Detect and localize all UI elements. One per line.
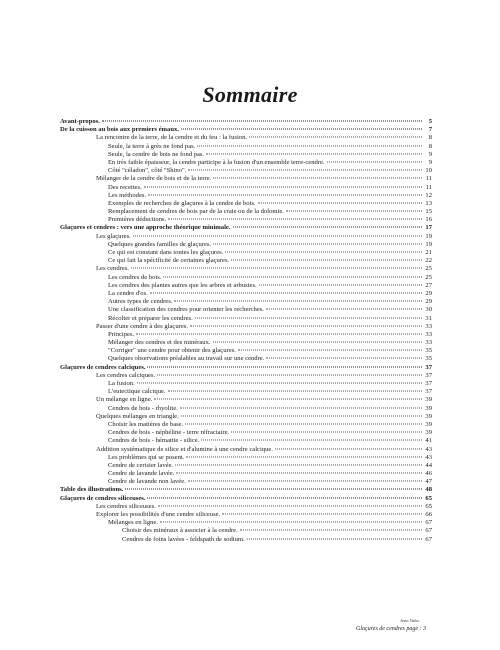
- toc-entry-title: Mélanger de la cendre de bois et de la terre.: [96, 175, 212, 183]
- dot-leader: [131, 268, 422, 269]
- dot-leader: [213, 342, 422, 343]
- toc-entry-title: La cendre d'os.: [108, 289, 148, 297]
- toc-entry-page: 44: [425, 461, 432, 469]
- toc-entry: [60, 446, 432, 454]
- dot-leader: [201, 440, 422, 441]
- toc-entry-page: 15: [425, 208, 432, 216]
- page-title: Sommaire: [202, 82, 298, 107]
- toc-entry-title: La rencontre de la terre, de la cendre et du feu : la fusion.: [96, 134, 248, 142]
- toc-entry: [60, 364, 432, 372]
- toc-entry: [60, 421, 432, 429]
- toc-entry-title: Remplacement de cendres de bois par de la craie ou de la dolomie.: [108, 208, 284, 216]
- dot-leader: [188, 170, 422, 171]
- toc-entry-title: De la cuisson au bois aux premiers émaux.: [60, 126, 179, 134]
- toc-entry: [60, 495, 432, 503]
- toc-entry: [60, 159, 432, 167]
- dot-leader: [258, 202, 422, 203]
- toc-entry-page: 39: [425, 404, 432, 412]
- toc-entry-page: 39: [425, 412, 432, 420]
- toc-entry: [60, 282, 432, 290]
- toc-entry: [60, 339, 432, 347]
- dot-leader: [240, 530, 422, 531]
- toc-entry: [60, 249, 432, 257]
- toc-entry: [60, 306, 432, 314]
- toc-entry-page: 17: [425, 224, 432, 232]
- toc-entry-title: Seule, la cendre de bois ne fond pas.: [108, 150, 205, 158]
- dot-leader: [125, 489, 422, 490]
- toc-entry: [60, 511, 432, 519]
- dot-leader: [174, 301, 422, 302]
- toc-entry-page: 19: [425, 240, 432, 248]
- toc-entry: [60, 216, 432, 224]
- toc-entry-page: 41: [425, 437, 432, 445]
- toc-entry-title: Les cendres.: [96, 265, 129, 273]
- toc-entry-page: 37: [425, 371, 432, 379]
- toc-entry-page: 39: [425, 420, 432, 428]
- toc-entry-title: Addition systématique de silice et d'alumine à une cendre calcique.: [96, 445, 273, 453]
- dot-leader: [137, 383, 422, 384]
- toc-entry-title: Cendres de bois - rhyolite.: [108, 404, 178, 412]
- toc-entry: [60, 274, 432, 282]
- toc-entry-title: Cendres de bois - néphéline - terre réfractaire.: [108, 429, 230, 437]
- toc-entry-title: Un mélange en ligne.: [96, 396, 153, 404]
- dot-leader: [102, 121, 422, 122]
- toc-entry-page: 37: [425, 380, 432, 387]
- toc-entry-page: 5: [428, 118, 432, 125]
- toc-entry-title: La fusion.: [108, 380, 135, 387]
- toc-entry-title: Les cendres calciques.: [96, 371, 156, 379]
- footer-page-label: Glaçures de cendres page : 3: [356, 626, 427, 632]
- toc-entry: [60, 454, 432, 462]
- toc-entry-page: 37: [425, 388, 432, 396]
- dot-leader: [180, 407, 422, 408]
- toc-entry: [60, 478, 432, 486]
- toc-entry-page: 22: [425, 257, 432, 265]
- toc-entry-title: Quelques grandes familles de glaçures.: [108, 240, 212, 248]
- dot-leader: [154, 399, 422, 400]
- toc-entry-page: 11: [425, 183, 432, 191]
- toc-entry-title: Premières déductions.: [108, 216, 167, 224]
- toc-entry: [60, 355, 432, 363]
- dot-leader: [206, 153, 422, 154]
- toc-entry: [60, 290, 432, 298]
- dot-leader: [144, 186, 422, 187]
- toc-entry: [60, 126, 432, 134]
- dot-leader: [176, 473, 422, 474]
- toc-entry-title: Quelques mélanges en triangle.: [96, 412, 179, 420]
- toc-entry: [60, 331, 432, 339]
- toc-entry-page: 43: [425, 453, 432, 461]
- dot-leader: [188, 481, 422, 482]
- dot-leader: [133, 235, 422, 236]
- toc-entry-title: Ce qui est constant dans toutes les glaçures.: [108, 249, 224, 256]
- toc-entry-title: Cendre de cerisier lavée.: [108, 461, 174, 469]
- toc-entry-title: Glaçures de cendres siliceuses.: [60, 494, 146, 502]
- dot-leader: [147, 366, 422, 367]
- dot-leader: [197, 145, 422, 146]
- dot-leader: [163, 276, 422, 277]
- toc-entry-page: 39: [425, 429, 432, 437]
- toc-entry: [60, 175, 432, 183]
- dot-leader: [181, 129, 422, 130]
- toc-entry-title: Cendre de lavande non lavée.: [108, 478, 186, 486]
- toc-entry-page: 21: [425, 249, 432, 256]
- toc-entry-page: 39: [425, 396, 432, 404]
- toc-entry: [60, 224, 432, 232]
- dot-leader: [158, 505, 422, 506]
- toc-entry-title: Une classification des cendres pour orienter les recherches.: [108, 306, 264, 314]
- toc-entry-page: 33: [425, 339, 432, 347]
- toc-entry-page: 9: [428, 158, 432, 166]
- dot-leader: [231, 432, 422, 433]
- dot-leader: [327, 161, 422, 162]
- toc-entry: [60, 208, 432, 216]
- toc-entry-page: 7: [428, 126, 432, 134]
- toc-entry-title: Passer d'une cendre à des glaçures.: [96, 322, 188, 330]
- toc-entry-title: Les cendres des plantes autres que les arbres et arbustes.: [108, 281, 257, 289]
- table-of-contents: [60, 118, 432, 544]
- toc-entry-page: 31: [425, 314, 432, 322]
- toc-entry-title: Cendres de bois - hématite - silice.: [108, 437, 200, 445]
- dot-leader: [136, 333, 422, 334]
- toc-entry-title: Principes.: [108, 330, 135, 338]
- toc-entry-title: Choisir des minéraux à associer à la cendre.: [122, 527, 238, 535]
- toc-entry-title: En très faible épaisseur, la cendre participe à la fusion d'un ensemble terre-cendre.: [108, 158, 325, 166]
- toc-entry-title: Quelques observations préalables au travail sur une cendre.: [108, 355, 265, 363]
- toc-entry-title: Les glaçures.: [96, 232, 131, 240]
- toc-entry: [60, 200, 432, 208]
- dot-leader: [247, 538, 422, 539]
- toc-entry: [60, 396, 432, 404]
- dot-leader: [225, 252, 422, 253]
- toc-entry-page: 35: [425, 347, 432, 355]
- toc-entry-page: 65: [425, 502, 432, 510]
- dot-leader: [266, 309, 422, 310]
- toc-entry-page: 29: [425, 289, 432, 297]
- toc-entry: [60, 134, 432, 142]
- toc-entry-page: 11: [425, 175, 432, 183]
- toc-entry-page: 13: [425, 199, 432, 207]
- dot-leader: [213, 178, 422, 179]
- toc-entry-title: Autres types de cendres.: [108, 298, 173, 306]
- toc-entry-title: Exemples de recherches de glaçures à la cendre de bois.: [108, 199, 256, 207]
- toc-entry-title: Des recettes.: [108, 183, 142, 191]
- toc-entry: [60, 323, 432, 331]
- toc-entry: [60, 470, 432, 478]
- toc-entry: [60, 536, 432, 544]
- toc-entry: [60, 372, 432, 380]
- toc-entry: [60, 184, 432, 192]
- toc-entry: [60, 527, 432, 535]
- dot-leader: [147, 497, 422, 498]
- toc-entry-title: Cendre de lavande lavée.: [108, 470, 175, 478]
- toc-entry: [60, 233, 432, 241]
- toc-entry-title: "Corriger" une cendre pour obtenir des glaçures.: [108, 347, 236, 355]
- toc-entry-page: 25: [425, 265, 432, 273]
- toc-entry-title: Mélanger des cendres et des minéraux.: [108, 339, 211, 347]
- dot-leader: [168, 219, 422, 220]
- toc-entry: [60, 429, 432, 437]
- dot-leader: [213, 243, 422, 244]
- toc-entry-title: Mélanges en ligne.: [108, 519, 158, 527]
- toc-entry-page: 35: [425, 355, 432, 363]
- dot-leader: [249, 137, 422, 138]
- toc-entry-page: 48: [425, 486, 432, 494]
- toc-entry-title: L'eutectique calcique.: [108, 388, 166, 396]
- toc-entry-page: 30: [425, 306, 432, 314]
- dot-leader: [175, 464, 422, 465]
- toc-entry: [60, 257, 432, 265]
- dot-leader: [148, 194, 422, 195]
- dot-leader: [157, 374, 422, 375]
- toc-entry: [60, 462, 432, 470]
- toc-entry-title: Avant-propos.: [60, 118, 100, 125]
- toc-entry-page: 37: [425, 363, 432, 371]
- toc-entry-page: 16: [425, 216, 432, 224]
- toc-entry: [60, 437, 432, 445]
- toc-entry: [60, 265, 432, 273]
- toc-entry: [60, 151, 432, 159]
- toc-entry: [60, 192, 432, 200]
- toc-entry-title: Les cendres de bois.: [108, 273, 162, 281]
- toc-entry-title: Seule, la terre à grès ne fond pas.: [108, 142, 196, 150]
- dot-leader: [186, 456, 422, 457]
- toc-entry-title: Les méthodes.: [108, 191, 147, 199]
- toc-entry-page: 33: [425, 330, 432, 338]
- toc-entry-page: 46: [425, 470, 432, 478]
- toc-entry-page: 67: [425, 519, 432, 527]
- toc-entry: [60, 388, 432, 396]
- toc-entry: [60, 118, 432, 126]
- toc-entry-title: Table des illustrations.: [60, 486, 124, 494]
- dot-leader: [286, 211, 422, 212]
- toc-entry-title: Choisir les matières de base.: [108, 420, 184, 428]
- toc-entry-page: 27: [425, 281, 432, 289]
- toc-entry: [60, 380, 432, 388]
- toc-entry-page: 65: [425, 494, 432, 502]
- toc-entry-page: 8: [428, 134, 432, 142]
- dot-leader: [150, 292, 422, 293]
- toc-entry: [60, 143, 432, 151]
- dot-leader: [233, 227, 422, 228]
- dot-leader: [190, 325, 422, 326]
- dot-leader: [181, 415, 422, 416]
- footer-author: Jean Vuhu: [400, 618, 419, 623]
- toc-entry-title: Les problèmes qui se posent.: [108, 453, 185, 461]
- dot-leader: [160, 522, 422, 523]
- toc-entry-title: Explorer les possibilités d'une cendre siliceuse.: [96, 511, 221, 518]
- dot-leader: [222, 514, 422, 515]
- toc-entry-title: Glaçures de cendres calciques.: [60, 363, 146, 371]
- toc-entry-page: 8: [428, 142, 432, 150]
- toc-entry: [60, 519, 432, 527]
- toc-entry: [60, 241, 432, 249]
- toc-entry-title: Cendres de foins lavées - feldspath de sodium.: [122, 535, 245, 543]
- toc-entry-title: Ce qui fait la spécificité de certaines glaçures.: [108, 257, 230, 265]
- toc-entry-title: Glaçures et cendres : vers une approche théorique minimale.: [60, 224, 231, 232]
- dot-leader: [238, 350, 422, 351]
- toc-entry: [60, 298, 432, 306]
- toc-entry: [60, 413, 432, 421]
- toc-entry: [60, 503, 432, 511]
- toc-entry: [60, 347, 432, 355]
- toc-entry-page: 67: [425, 527, 432, 535]
- dot-leader: [266, 358, 422, 359]
- toc-entry-page: 12: [425, 191, 432, 199]
- toc-entry-page: 19: [425, 232, 432, 240]
- toc-entry: [60, 315, 432, 323]
- dot-leader: [259, 284, 422, 285]
- toc-entry: [60, 405, 432, 413]
- dot-leader: [195, 317, 422, 318]
- dot-leader: [168, 391, 422, 392]
- dot-leader: [275, 448, 422, 449]
- toc-entry-title: Récolter et préparer les cendres.: [108, 314, 193, 322]
- dot-leader: [231, 260, 422, 261]
- toc-entry-page: 25: [425, 273, 432, 281]
- toc-entry-title: Les cendres siliceuses.: [96, 502, 156, 510]
- toc-entry-page: 66: [425, 511, 432, 518]
- toc-entry-page: 47: [425, 478, 432, 486]
- toc-entry-page: 33: [425, 322, 432, 330]
- dot-leader: [185, 423, 422, 424]
- toc-entry-page: 29: [425, 298, 432, 306]
- toc-entry-title: Côté "céladon", côté "Shino".: [108, 167, 187, 175]
- toc-entry-page: 43: [425, 445, 432, 453]
- toc-entry-page: 9: [428, 150, 432, 158]
- toc-entry: [60, 486, 432, 494]
- toc-entry-page: 10: [425, 167, 432, 175]
- toc-entry: [60, 167, 432, 175]
- toc-entry-page: 67: [425, 535, 432, 543]
